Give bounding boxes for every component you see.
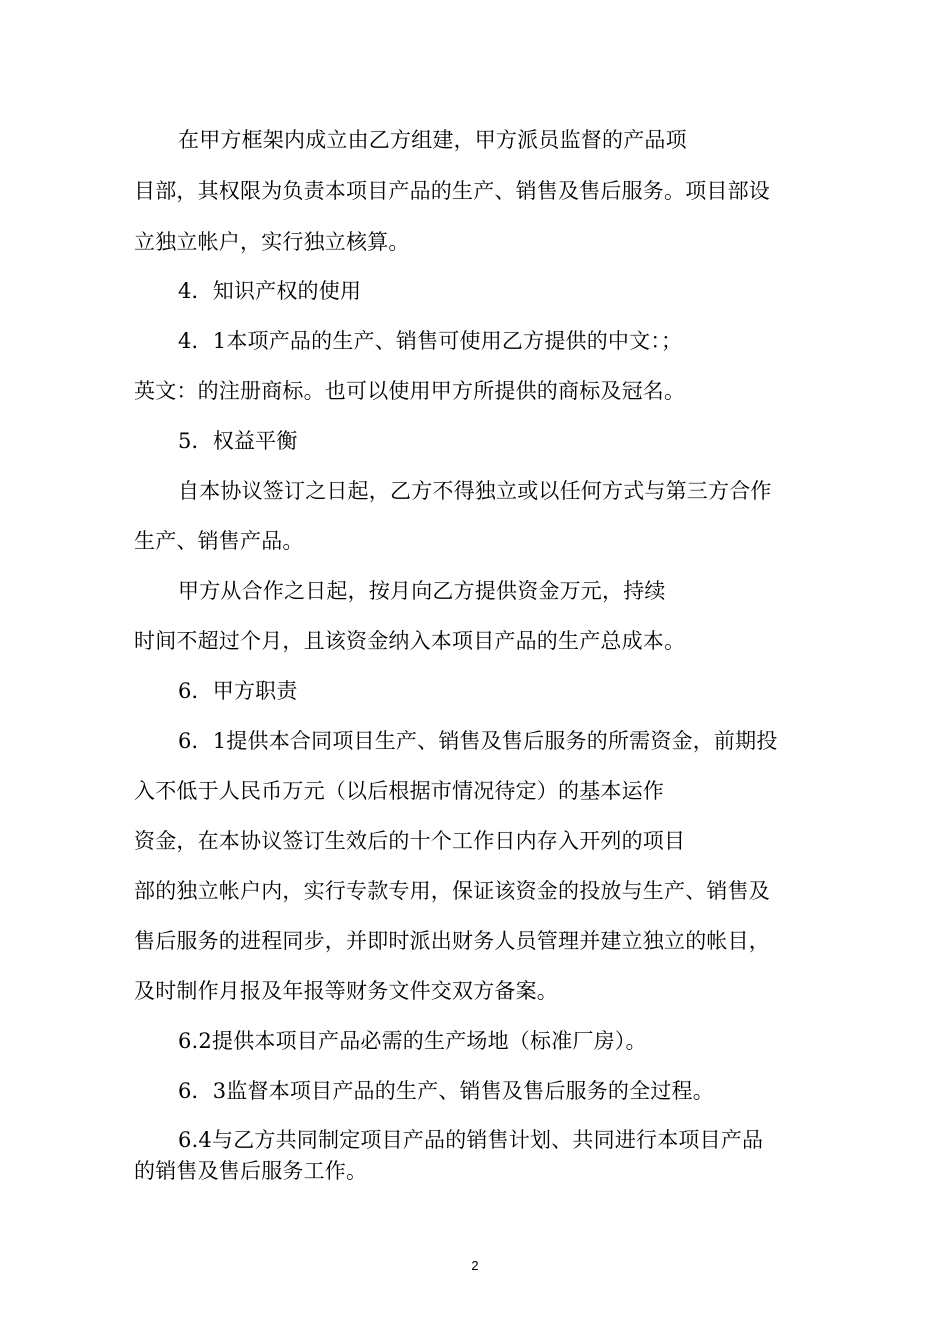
paragraph-line: 6．3监督本项目产品的生产、销售及售后服务的全过程。	[178, 1079, 714, 1103]
paragraph-line: 在甲方框架内成立由乙方组建，甲方派员监督的产品项	[178, 128, 687, 152]
paragraph-line: 自本协议签订之日起，乙方不得独立或以任何方式与第三方合作	[178, 479, 772, 503]
section-heading: 6．甲方职责	[178, 679, 298, 703]
page-number: 2	[471, 1258, 479, 1273]
paragraph-line: 部的独立帐户内，实行专款专用，保证该资金的投放与生产、销售及	[134, 879, 770, 903]
section-heading: 4．知识产权的使用	[178, 279, 362, 303]
paragraph-line: 的销售及售后服务工作。	[134, 1159, 368, 1183]
paragraph-line: 6．1提供本合同项目生产、销售及售后服务的所需资金，前期投	[178, 729, 778, 753]
paragraph-line: 目部，其权限为负责本项目产品的生产、销售及售后服务。项目部设	[134, 179, 770, 203]
paragraph-line: 入不低于人民币万元（以后根据市情况待定）的基本运作	[134, 779, 664, 803]
paragraph-line: 及时制作月报及年报等财务文件交双方备案。	[134, 979, 558, 1003]
paragraph-line: 甲方从合作之日起，按月向乙方提供资金万元，持续	[178, 579, 666, 603]
paragraph-line: 售后服务的进程同步，并即时派出财务人员管理并建立独立的帐目，	[134, 929, 770, 953]
paragraph-line: 英文：的注册商标。也可以使用甲方所提供的商标及冠名。	[134, 379, 686, 403]
paragraph-line: 4．1本项产品的生产、销售可使用乙方提供的中文：；	[178, 329, 683, 353]
paragraph-line: 时间不超过个月，且该资金纳入本项目产品的生产总成本。	[134, 629, 686, 653]
paragraph-line: 生产、销售产品。	[134, 529, 304, 553]
paragraph-line: 资金，在本协议签订生效后的十个工作日内存入开列的项目	[134, 829, 686, 853]
paragraph-line: 6.4与乙方共同制定项目产品的销售计划、共同进行本项目产品	[178, 1128, 764, 1152]
section-heading: 5．权益平衡	[178, 429, 298, 453]
paragraph-line: 6.2提供本项目产品必需的生产场地（标准厂房）。	[178, 1029, 647, 1053]
paragraph-line: 立独立帐户，实行独立核算。	[134, 230, 410, 254]
